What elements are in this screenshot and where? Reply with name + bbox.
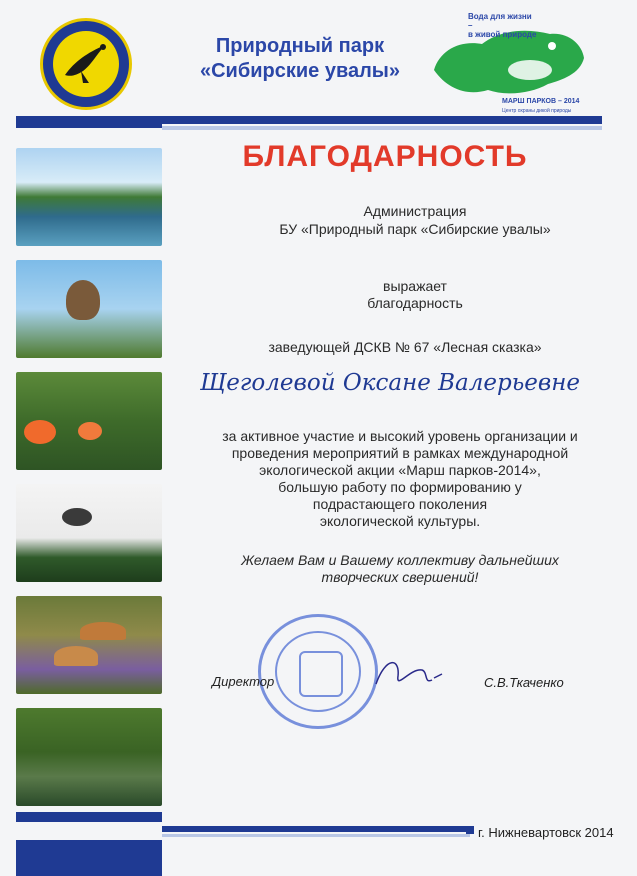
reason-line4: большую работу по формированию у: [278, 479, 522, 495]
bottom-left-block-2: [16, 840, 162, 876]
bottom-bar-end: [466, 826, 474, 834]
reason-line3: экологической акции «Марш парков-2014»,: [259, 462, 541, 478]
reason-line1: за активное участие и высокий уровень организации и: [222, 428, 578, 444]
photo-squirrel: [16, 260, 162, 358]
wish-line2: творческих свершений!: [321, 569, 479, 585]
recipient-name: Щеголевой Оксане Валерьевне: [199, 370, 581, 396]
photo-forest-pond: [16, 708, 162, 806]
bird-shape: [62, 508, 92, 526]
park-logo: [40, 18, 132, 110]
park-title-line2: «Сибирские увалы»: [199, 60, 401, 82]
left-strip: [16, 116, 162, 128]
signature-title: Директор: [212, 674, 275, 689]
bottom-left-block: [16, 812, 162, 822]
issuer-line2: БУ «Природный парк «Сибирские увалы»: [279, 221, 551, 237]
parks-march-map: [430, 10, 588, 120]
reason-line2: проведения мероприятий в рамках международной: [231, 445, 569, 461]
map-caption-top: Вода для жизни – в живой природе: [468, 12, 537, 39]
city-year: г. Нижневартовск 2014: [478, 825, 614, 840]
photo-bird: [16, 484, 162, 582]
squirrel-shape: [66, 280, 100, 320]
photo-lake: [16, 148, 162, 246]
expresses-line1: выражает: [383, 278, 447, 294]
issuer-line1: Администрация: [363, 203, 467, 219]
map-caption-bottom: МАРШ ПАРКОВ – 2014: [502, 98, 580, 105]
park-title: [175, 34, 425, 84]
wish-line1: Желаем Вам и Вашему коллективу дальнейших: [241, 552, 559, 568]
reason-line6: экологической культуры.: [319, 513, 481, 529]
park-title-line1: Природный парк: [215, 35, 385, 57]
official-stamp: [258, 614, 378, 729]
park-logo-inner: [53, 31, 119, 97]
expresses-line2: благодарность: [367, 295, 463, 311]
certificate-heading: БЛАГОДАРНОСТЬ: [242, 140, 528, 173]
signature-name: С.В.Ткаченко: [484, 675, 564, 690]
map-caption-small: Центр охраны дикой природы: [502, 108, 572, 114]
mushroom-1: [80, 622, 126, 640]
stamp-emblem-icon: [299, 651, 343, 697]
flower-2: [78, 422, 102, 440]
handwritten-signature: [370, 650, 450, 700]
mushroom-2: [54, 646, 98, 666]
photo-flowers: [16, 372, 162, 470]
flower-1: [24, 420, 56, 444]
bottom-bar-accent: [162, 834, 470, 837]
bottom-bar: [162, 826, 470, 832]
bird-icon: [53, 31, 119, 97]
photo-mushrooms: [16, 596, 162, 694]
reason-line5: подрастающего поколения: [312, 496, 488, 512]
top-bar-accent: [162, 126, 602, 130]
recipient-role: заведующей ДСКВ № 67 «Лесная сказка»: [268, 339, 542, 355]
